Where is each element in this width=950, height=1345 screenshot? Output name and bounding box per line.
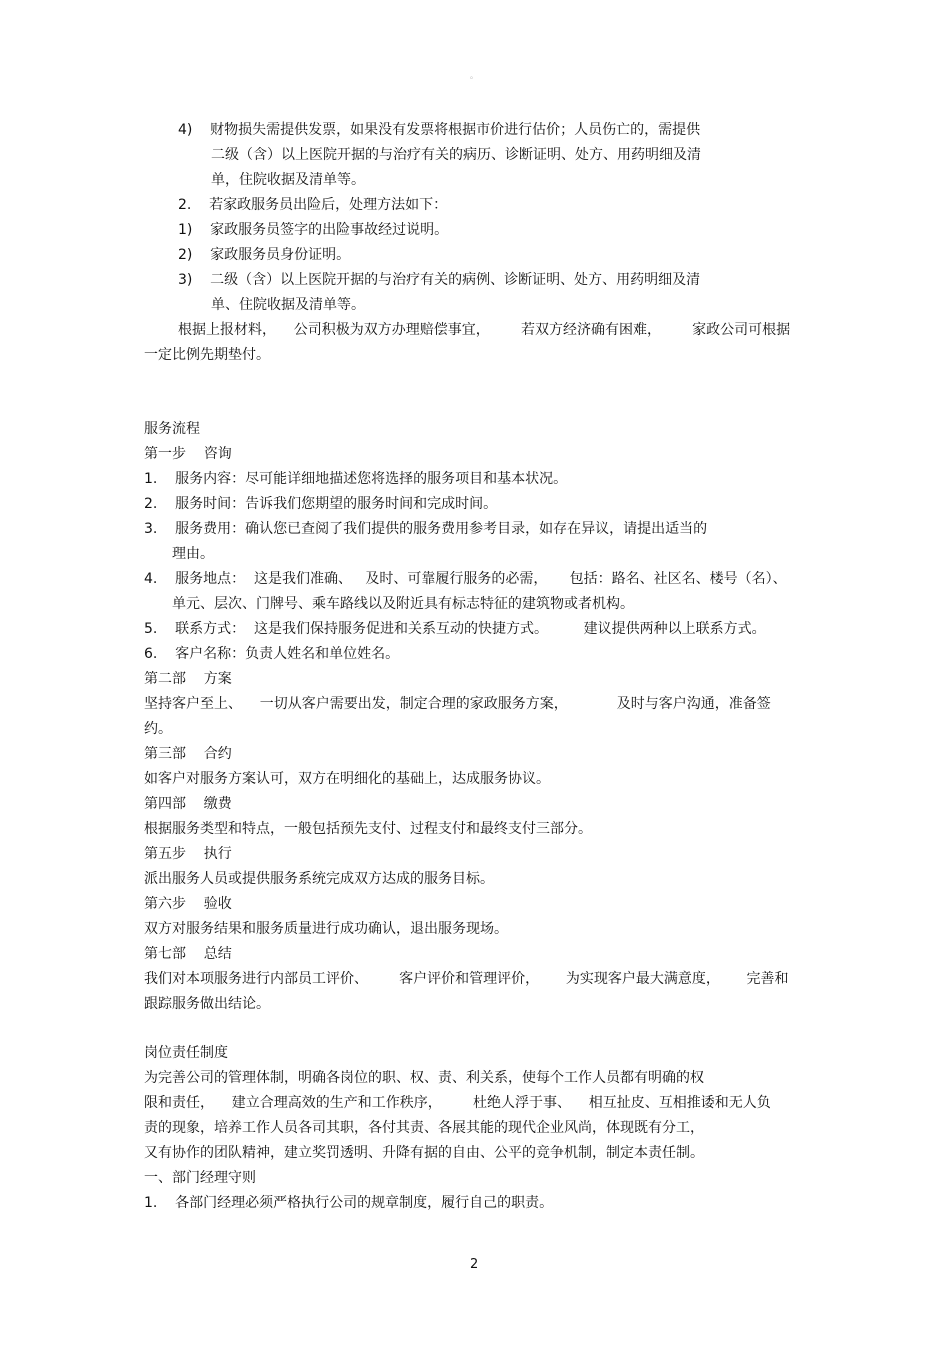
- duty-title: 岗位责任制度: [144, 1045, 228, 1061]
- duty-rule-1: 1. 各部门经理必须严格执行公司的规章制度，履行自己的职责。: [144, 1195, 554, 1211]
- flow-step-4-text: 根据服务类型和特点，一般包括预先支付、过程支付和最终支付三部分。: [144, 821, 592, 837]
- flow-title: 服务流程: [144, 421, 200, 437]
- flow-step-3-heading: 第三部 合约: [144, 746, 232, 762]
- flow-step-1: 第一步 咨询: [144, 446, 232, 462]
- flow-step-5-text: 派出服务人员或提供服务系统完成双方达成的服务目标。: [144, 871, 494, 887]
- flow-step-6-heading: 第六步 验收: [144, 896, 232, 912]
- claims-item-4-line-3: 单，住院收据及清单等。: [211, 172, 365, 188]
- flow-item-3-line-1: 3. 服务费用：确认您已查阅了我们提供的服务费用参考目录，如存在异议，请提出适当的: [144, 521, 708, 537]
- claims-item-4-line-2: 二级（含）以上医院开据的与治疗有关的病历、诊断证明、处方、用药明细及清: [211, 147, 701, 163]
- flow-step-4-heading: 第四部 缴费: [144, 796, 232, 812]
- claims-sub-2: 2) 家政服务员身份证明。: [178, 247, 351, 263]
- flow-item-5: 5. 联系方式： 这是我们保持服务促进和关系互动的快捷方式。 建议提供两种以上联系方式。: [144, 621, 766, 637]
- flow-step-2-text-line-1: 坚持客户至上、 一切从客户需要出发，制定合理的家政服务方案， 及时与客户沟通，准备签: [144, 696, 771, 712]
- flow-step-5-heading: 第五步 执行: [144, 846, 232, 862]
- flow-item-2: 2. 服务时间：告诉我们您期望的服务时间和完成时间。: [144, 496, 498, 512]
- claims-sub-3-line-2: 单、住院收据及清单等。: [211, 297, 365, 313]
- flow-item-4-line-2: 单元、层次、门牌号、乘车路线以及附近具有标志特征的建筑物或者机构。: [172, 596, 634, 612]
- claims-item-2: 2. 若家政服务员出险后，处理方法如下：: [178, 197, 448, 213]
- flow-item-1: 1. 服务内容：尽可能详细地描述您将选择的服务项目和基本状况。: [144, 471, 568, 487]
- flow-step-6-text: 双方对服务结果和服务质量进行成功确认，退出服务现场。: [144, 921, 508, 937]
- flow-item-6: 6. 客户名称：负责人姓名和单位姓名。: [144, 646, 400, 662]
- claims-sub-3-line-1: 3) 二级（含）以上医院开据的与治疗有关的病例、诊断证明、处方、用药明细及清: [178, 272, 701, 288]
- flow-item-3-line-2: 理由。: [172, 546, 214, 562]
- flow-step-2-heading: 第二部 方案: [144, 671, 232, 687]
- duty-line-4: 又有协作的团队精神，建立奖罚透明、升降有据的自由、公平的竞争机制，制定本责任制。: [144, 1145, 704, 1161]
- flow-item-4-line-1: 4. 服务地点： 这是我们准确、 及时、可靠履行服务的必需， 包括：路名、社区名、楼号（名）、: [144, 571, 787, 587]
- flow-step-3-text: 如客户对服务方案认可，双方在明细化的基础上，达成服务协议。: [144, 771, 550, 787]
- claims-item-4-line-1: 4) 财物损失需提供发票，如果没有发票将根据市价进行估价；人员伤亡的，需提供: [178, 122, 701, 138]
- duty-line-3: 责的现象，培养工作人员各司其职，各付其责、各展其能的现代企业风尚，体现既有分工，: [144, 1120, 704, 1136]
- flow-step-7-text-line-2: 跟踪服务做出结论。: [144, 996, 270, 1012]
- flow-step-2-text-line-2: 约。: [144, 721, 172, 737]
- duty-line-1: 为完善公司的管理体制，明确各岗位的职、权、责、利关系，使每个工作人员都有明确的权: [144, 1070, 704, 1086]
- header-mark: 。: [470, 71, 478, 80]
- claims-sub-1: 1) 家政服务员签字的出险事故经过说明。: [178, 222, 449, 238]
- page-number: 2: [470, 1257, 479, 1272]
- flow-step-7-heading: 第七部 总结: [144, 946, 232, 962]
- duty-line-2: 限和责任， 建立合理高效的生产和工作秩序， 杜绝人浮于事、 相互扯皮、互相推诿和无人负: [144, 1095, 771, 1111]
- flow-step-7-text-line-1: 我们对本项服务进行内部员工评价、 客户评价和管理评价， 为实现客户最大满意度， 完善和: [144, 971, 789, 987]
- claims-paragraph-line-1: 根据上报材料， 公司积极为双方办理赔偿事宜， 若双方经济确有困难， 家政公司可根据: [178, 322, 791, 338]
- claims-paragraph-line-2: 一定比例先期垫付。: [144, 347, 270, 363]
- duty-section-1-heading: 一、部门经理守则: [144, 1170, 256, 1186]
